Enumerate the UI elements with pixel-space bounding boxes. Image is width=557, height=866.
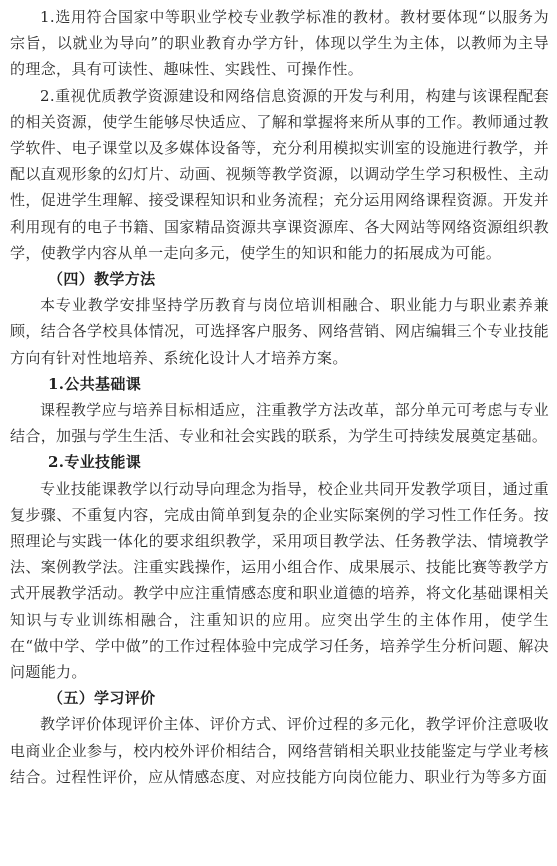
subheading-public-courses: 1.公共基础课 — [48, 374, 142, 393]
section-heading-teaching-methods: （四）教学方法 — [48, 270, 156, 289]
paragraph-teaching-methods-intro: 本专业教学安排坚持学历教育与岗位培训相融合、职业能力与职业素养兼顾，结合各学校具体情况，可选择客户服务、网络营销、网店编辑三个专业技能方向有针对性地培养、系统化设计人才培养方案。 — [10, 296, 549, 367]
section-heading-learning-evaluation: （五）学习评价 — [48, 689, 156, 708]
paragraph-skill-courses: 专业技能课教学以行动导向理念为指导，校企业共同开发教学项目，通过重复步骤、不重复内容，完成由简单到复杂的企业实际案例的学习性工作任务。按照理论与实践一体化的要求组织教学，采用项目教学法、任务教学法、情境教学法、案例教学法。注重实践操作，运用小组合作、成果展示、技能比赛等教学方式开展教学活动。教学中应注重情感态度和职业道德的培养，将文化基础课相关知识与专业训练相融合，注重知识的应用。应突出学生的主体作用，使学生在“做中学、学中做”的工作过程体验中完成学习任务，培养学生分析问题、解决问题能力。 — [10, 479, 549, 682]
paragraph-teaching-resources: 2.重视优质教学资源建设和网络信息资源的开发与利用，构建与该课程配套的相关资源，使学生能够尽快适应、了解和掌握将来所从事的工作。教师通过教学软件、电子课堂以及多媒体设备等，充分利用模拟实训室的设施进行教学，并配以直观形象的幻灯片、动画、视频等教学资源，以调动学生学习积极性、主动性，促进学生理解、接受课程知识和业务流程；充分运用网络课程资源。开发并利用现有的电子书籍、国家精品资源共享课资源库、各大网站等网络资源组织教学，使教学内容从单一走向多元，使学生的知识和能力的拓展成为可能。 — [10, 86, 549, 262]
paragraph-textbook-selection: 1.选用符合国家中等职业学校专业教学标准的教材。教材要体现“以服务为宗旨，以就业为导向”的职业教育办学方针，体现以学生为主体，以教师为主导的理念，具有可读性、趣味性、实践性、可操作性。 — [10, 8, 549, 79]
subheading-skill-courses: 2.专业技能课 — [48, 453, 142, 472]
paragraph-public-courses: 课程教学应与培养目标相适应，注重教学方法改革，部分单元可考虑与专业结合，加强与学生生活、专业和社会实践的联系，为学生可持续发展奠定基础。 — [10, 401, 549, 446]
paragraph-learning-evaluation: 教学评价体现评价主体、评价方式、评价过程的多元化，教学评价注意吸收电商业企业参与，校内校外评价相结合，网络营销相关职业技能鉴定与学业考核结合。过程性评价，应从情感态度、对应技能方向岗位能力、职业行为等多方面 — [10, 715, 549, 786]
